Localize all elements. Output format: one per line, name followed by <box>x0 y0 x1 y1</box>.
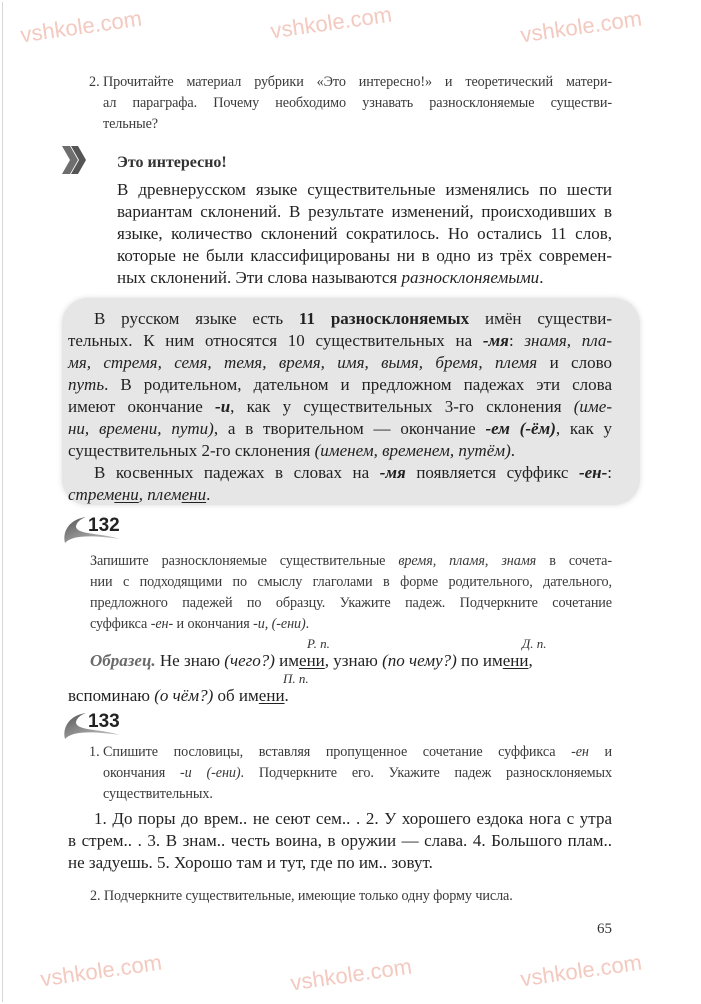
text-run: : <box>607 463 612 482</box>
task-number: 1. <box>89 744 100 760</box>
task-number: 2. <box>89 74 100 90</box>
text-run: Не знаю <box>155 651 225 670</box>
text-run: -и (-ени) <box>180 765 241 781</box>
text-run: ал параграфа. Почему необходимо узнавать разносклоняемые существи- <box>103 95 612 111</box>
text-run: разносклоняемыми <box>401 268 540 287</box>
text-line <box>68 830 612 852</box>
text-run: и <box>588 744 612 760</box>
text-line <box>68 462 612 484</box>
text-run: -ен- <box>150 616 174 632</box>
text-run: и окончания <box>173 616 254 632</box>
text-run: (именем, временем, путём) <box>314 441 511 460</box>
text-run: тельных. К ним относятся 10 существительных на <box>68 331 483 350</box>
text-line <box>117 223 612 245</box>
text-run: имеют окончание <box>68 397 216 416</box>
text-run: нии с подходящими по смыслу глаголами в форме родительного, дательного, <box>90 574 612 590</box>
watermark-text: vshkole.com <box>18 5 144 48</box>
text-line <box>68 308 612 330</box>
exercise-badge-133 <box>62 709 122 743</box>
text-run: Прочитайте материал рубрики «Это интересно!» и теоретический матери- <box>103 74 612 90</box>
text-line <box>103 784 612 805</box>
text-line <box>90 614 612 635</box>
text-run: Образец. <box>90 651 156 670</box>
text-line <box>68 852 612 874</box>
text-line <box>68 374 612 396</box>
text-run: 1. До поры до врем.. не сеют сем.. . 2. У хорошего ездока нога с утра <box>94 809 612 828</box>
case-label: П. п. <box>283 671 309 686</box>
text-run: ени <box>181 485 207 504</box>
text-run: . В родительном, дательном и предложном падежах эти слова <box>104 375 612 394</box>
text-line <box>103 742 612 763</box>
text-run: существительных 2-го склонения <box>68 441 315 460</box>
text-run: -и, (-ени) <box>253 616 306 632</box>
text-run: в стрем.. . 3. В знам.. честь воина, в оружии — слава. 4. Большого плам.. <box>68 831 612 850</box>
text-run: время, пламя, знамя <box>398 553 537 569</box>
text-run: знамя, пла- <box>524 331 612 350</box>
text-run: . Подчеркните его. Укажите падеж разносклоняемых <box>240 765 612 781</box>
text-run: -ен <box>571 744 589 760</box>
case-label: Р. п. <box>307 636 330 651</box>
text-run: ных склонений. Эти слова называются <box>117 268 402 287</box>
text-run: , плем <box>138 485 182 504</box>
rule-text <box>68 308 612 506</box>
text-run: по им <box>456 651 503 670</box>
text-line <box>90 572 612 593</box>
text-run: (чего?) <box>224 651 275 670</box>
text-line <box>68 352 612 374</box>
watermark-text: vshkole.com <box>518 5 644 48</box>
text-run: появляется суффикс <box>405 463 579 482</box>
text-line <box>68 484 612 506</box>
text-line <box>68 396 612 418</box>
text-run: ени <box>299 651 325 670</box>
watermark-text: vshkole.com <box>518 949 644 992</box>
text-run: суффикса <box>90 616 151 632</box>
page-number: 65 <box>597 921 612 937</box>
interesting-paragraph <box>117 179 612 289</box>
text-run: . <box>510 441 516 460</box>
text-run: -и <box>215 397 231 416</box>
text-line <box>90 593 612 614</box>
text-run: , как у <box>555 419 613 438</box>
text-line <box>68 440 612 462</box>
sample-line-2 <box>68 686 289 706</box>
double-chevron-icon <box>60 144 88 176</box>
text-run: существительных. <box>103 786 213 802</box>
text-run: языке, количество склонений сократилось. Но остались 11 слов, <box>117 224 612 243</box>
text-run: вариантам склонений. В результате изменений, происходивших в <box>117 202 612 221</box>
text-line <box>117 267 612 289</box>
exercise-number: 133 <box>88 711 120 732</box>
text-run: которые не были классифицированы ни в одно из трёх современ- <box>117 246 612 265</box>
exercise-133-task-1 <box>103 742 612 805</box>
text-line <box>68 330 612 352</box>
text-run: (име- <box>573 397 612 416</box>
text-run: . <box>305 616 310 632</box>
exercise-number: 132 <box>88 515 120 536</box>
text-run: имён существи- <box>469 309 612 328</box>
text-run: В русском языке есть <box>94 309 299 328</box>
text-run: -ем (-ём) <box>485 419 556 438</box>
text-run: , узнаю <box>324 651 383 670</box>
text-run: предложного падежей по образцу. Укажите падеж. Подчеркните сочетание <box>90 595 612 611</box>
text-run: Спишите пословицы, вставляя пропущенное сочетание суффикса <box>103 744 572 760</box>
text-line <box>117 201 612 223</box>
text-run: , <box>528 651 533 670</box>
text-run: . <box>284 686 289 705</box>
text-run: (по чему?) <box>382 651 457 670</box>
text-run: и слово <box>537 353 612 372</box>
text-line <box>90 551 612 572</box>
text-run: об им <box>213 686 259 705</box>
text-run: -ен- <box>578 463 608 482</box>
text-run: в сочета- <box>536 553 612 569</box>
text-run: им <box>274 651 300 670</box>
text-run: окончания <box>103 765 181 781</box>
text-run: . <box>206 485 211 504</box>
sample-line-1 <box>90 651 533 671</box>
text-run: не задуешь. 5. Хорошо там и тут, где по им.. зовут. <box>68 853 433 872</box>
text-run: стрем <box>68 485 115 504</box>
text-run: ени <box>114 485 139 504</box>
text-run: вспоминаю <box>68 686 155 705</box>
text-run: 11 разносклоняемых <box>298 309 470 328</box>
text-run: -мя <box>379 463 406 482</box>
text-run: В косвенных падежах в словах на <box>94 463 380 482</box>
exercise-badge-132 <box>62 513 122 547</box>
text-line <box>103 72 612 93</box>
text-line <box>103 763 612 784</box>
text-line <box>103 93 612 114</box>
section-heading: Это интересно! <box>117 154 227 171</box>
text-line <box>68 418 612 440</box>
text-run: . <box>539 268 544 287</box>
text-run: (о чём?) <box>154 686 214 705</box>
task-2-text <box>103 72 612 135</box>
proverbs-text <box>68 808 612 874</box>
text-run: : <box>508 331 525 350</box>
text-run: , а в творительном — окончание <box>213 419 486 438</box>
text-run: -мя <box>482 331 509 350</box>
text-run: В древнерусском языке существительные изменялись по шести <box>117 180 612 199</box>
text-run: ни, времени, пути) <box>68 419 214 438</box>
exercise-132-text <box>90 551 612 635</box>
text-run: Запишите разносклоняемые существительные <box>90 553 399 569</box>
case-label: Д. п. <box>522 636 547 651</box>
watermark-text: vshkole.com <box>268 1 394 44</box>
text-line <box>68 808 612 830</box>
text-line <box>103 114 612 135</box>
text-run: ени <box>258 686 285 705</box>
text-run: путь <box>68 375 105 394</box>
watermark-text: vshkole.com <box>288 953 414 996</box>
text-run: тельные? <box>103 116 158 132</box>
exercise-133-task-2: 2. Подчеркните существительные, имеющие только одну форму числа. <box>90 888 513 904</box>
text-line <box>117 245 612 267</box>
text-run: мя, стремя, семя, темя, время, имя, вымя, бремя, племя <box>68 353 538 372</box>
text-run: , как у существительных 3-го склонения <box>230 397 574 416</box>
watermark-text: vshkole.com <box>38 949 164 992</box>
text-run: ени <box>502 651 529 670</box>
text-line <box>117 179 612 201</box>
